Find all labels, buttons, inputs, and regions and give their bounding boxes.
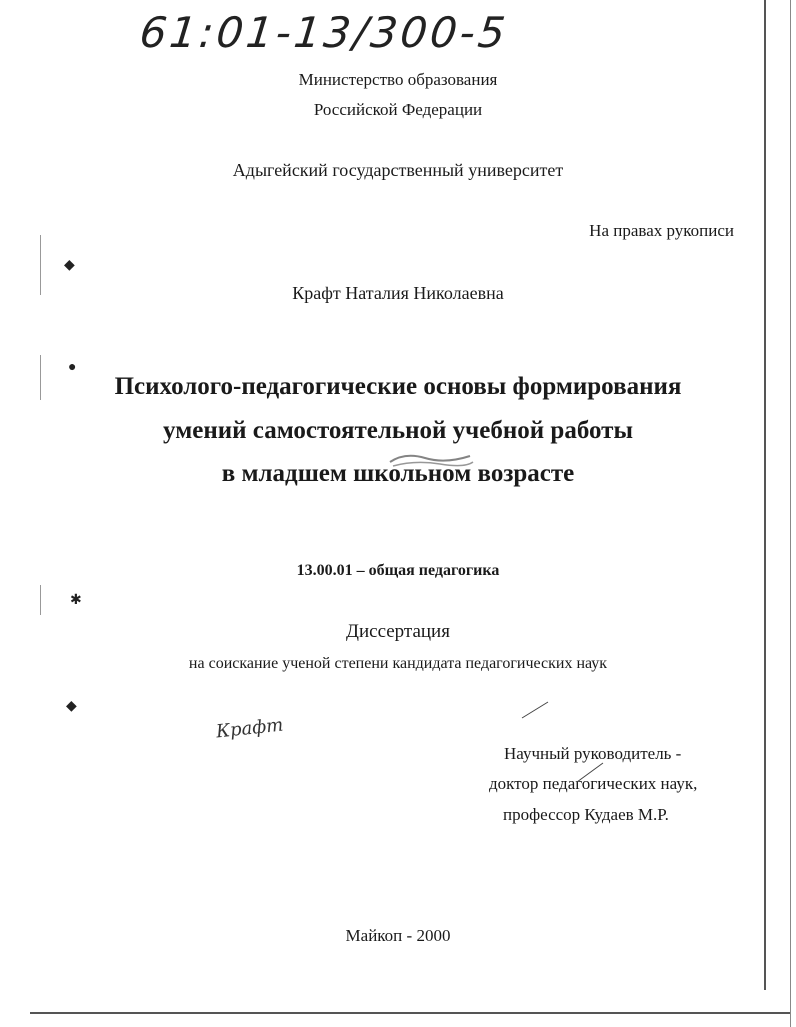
punch-hole-mark: ● <box>68 360 77 375</box>
punch-hole-mark: ◆ <box>66 699 77 714</box>
pen-stroke-mark <box>520 700 550 720</box>
ministry-line-1: Министерство образования <box>298 70 498 89</box>
punch-hole-mark: ✱ <box>70 593 82 608</box>
author-name: Крафт Наталия Николаевна <box>292 283 504 303</box>
title-line-1: Психолого-педагогические основы формирования <box>114 373 682 400</box>
work-type: Диссертация <box>346 621 450 642</box>
title-line-2: умений самостоятельной учебной работы <box>163 417 633 444</box>
degree-line: на соискание ученой степени кандидата педагогических наук <box>188 655 608 672</box>
library-stamp-smudge <box>385 448 475 470</box>
pen-stroke-mark <box>575 760 605 785</box>
supervisor-line-1: Научный руководитель - <box>504 744 682 763</box>
scan-border-bottom <box>30 1012 790 1014</box>
scan-border-left <box>40 585 41 615</box>
specialty: 13.00.01 – общая педагогика <box>296 562 500 579</box>
place-year: Майкоп - 2000 <box>345 926 451 945</box>
scan-border-right <box>764 0 766 990</box>
supervisor-line-2: доктор педагогических наук, <box>489 774 698 793</box>
scan-border-edge <box>790 0 791 1027</box>
ministry-line-2: Российской Федерации <box>313 100 483 119</box>
author-signature: Крафт <box>215 714 285 743</box>
supervisor-line-3: профессор Кудаев М.Р. <box>503 805 669 824</box>
university-name: Адыгейский государственный университет <box>232 160 564 180</box>
archive-number-handwritten: 61:01-13/300-5 <box>137 8 511 57</box>
manuscript-note: На правах рукописи <box>589 221 734 240</box>
punch-hole-mark: ◆ <box>64 258 75 273</box>
title-line-3: в младшем школьном возрасте <box>221 460 575 487</box>
